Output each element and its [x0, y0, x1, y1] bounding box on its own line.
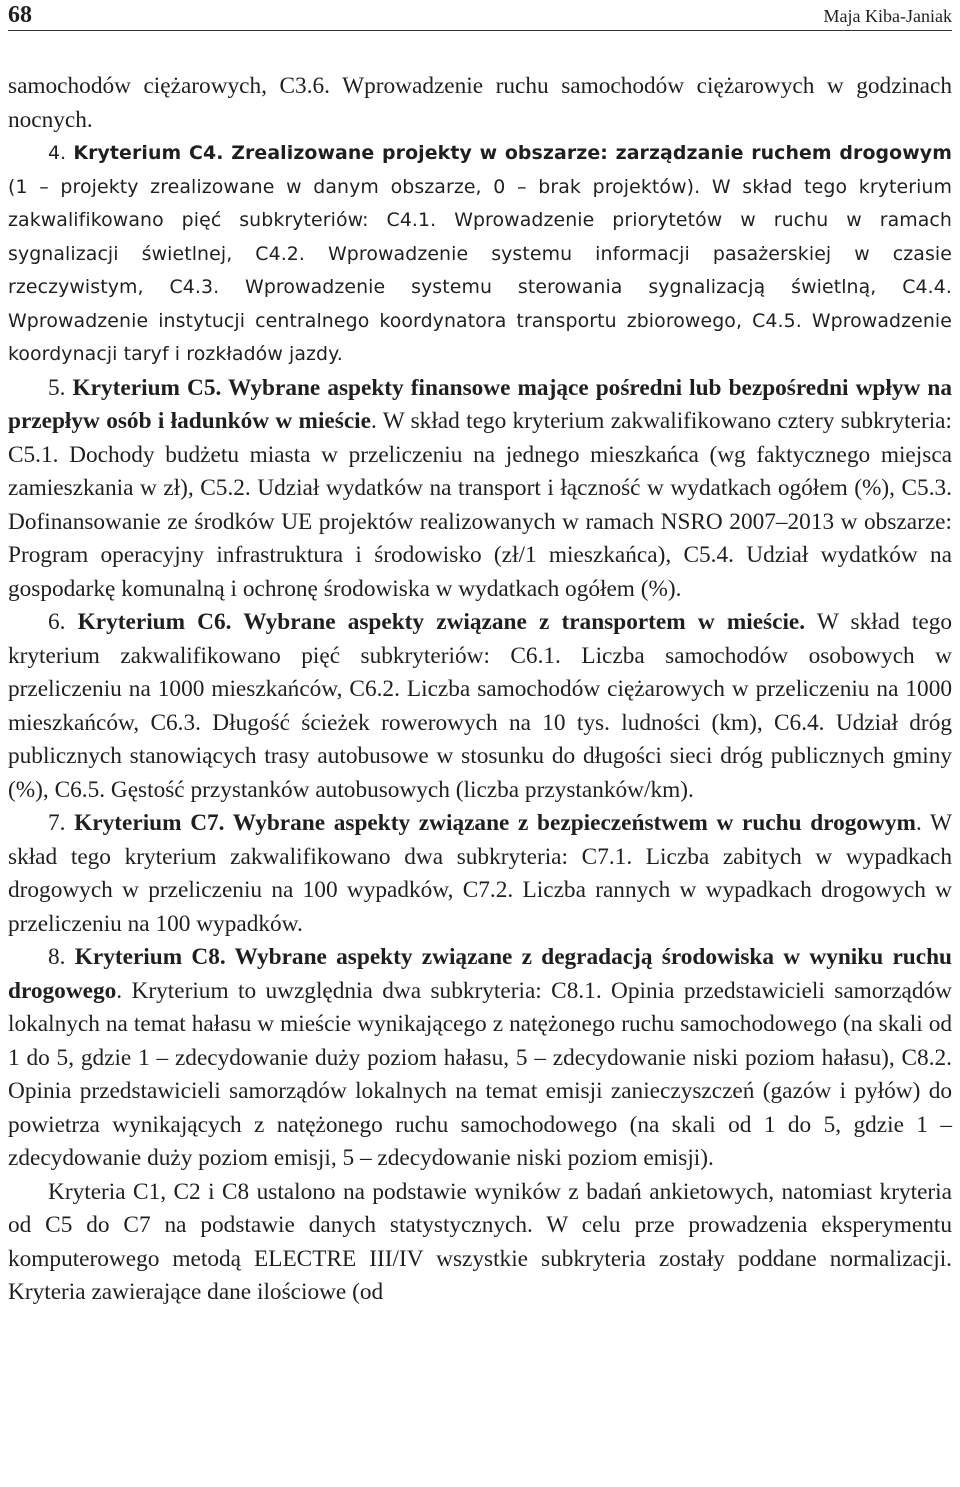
page-number: 68	[8, 2, 32, 28]
criterion-heading: Kryterium C5. Wybrane aspekty finansowe mające pośredni lub bezpośredni wpływ na przepływ osób i ładunków w mieście	[8, 374, 952, 434]
list-item-criterion-c5	[8, 372, 952, 607]
criterion-heading: Kryterium C8. Wybrane aspekty związane z degradacją środowiska w wyniku ruchu drogowego	[8, 944, 953, 1004]
page-header	[8, 2, 952, 31]
list-number: 7.	[48, 810, 75, 836]
criterion-description: . W skład tego kryterium zakwalifikowano cztery subkryteria: C5.1. Dochody budżetu miasta w przeliczeniu na jednego mieszkańca (wg faktycznego miejsca zamieszkania w zł), C5.2. Udział wydatków na transport i łączność w wydatkach ogółem (%), C5.3. Dofinansowanie ze środków UE projektów realizowanych w ramach NSRO 2007–2013 w obszarze: Program operacyjny infrastruktura i środowisko (zł/1 mieszkańca), C5.4. Udział wydatków na gospodarkę komunalną i ochronę środowiska w wydatkach ogółem (%).	[8, 408, 952, 602]
list-number: 8.	[48, 944, 75, 970]
criterion-heading: Kryterium C4. Zrealizowane projekty w obszarze: zarządzanie ruchem drogowym	[73, 142, 952, 164]
criterion-heading: Kryterium C6. Wybrane aspekty związane z transportem w mieście.	[77, 609, 806, 635]
list-number: 4.	[48, 142, 74, 164]
list-item-criterion-c6	[8, 606, 952, 807]
criterion-heading: Kryterium C7. Wybrane aspekty związane z bezpieczeństwem w ruchu drogowym	[74, 810, 916, 836]
paragraph-continuation	[8, 70, 952, 137]
criterion-description: (1 – projekty zrealizowane w danym obszarze, 0 – brak projektów). W skład tego kryterium zakwalifikowano pięć subkryteriów: C4.1. Wprowadzenie priorytetów w ruchu w ramach sygnalizacji świetlnej, C4.2. Wprowadzenie systemu informacji pasażerskiej w czasie rzeczywistym, C4.3. Wprowadzenie systemu sterowania sygnalizacją świetlną, C4.4. Wprowadzenie instytucji centralnego koordynatora transportu zbiorowego, C4.5. Wprowadzenie koordynacji taryf i rozkładów jazdy.	[8, 175, 952, 365]
paragraph-text: samochodów ciężarowych, C3.6. Wprowadzenie ruchu samochodów ciężarowych w godzinach nocnych.	[8, 73, 952, 133]
list-number: 5.	[48, 374, 73, 401]
criterion-description: . W skład tego kryterium zakwalifikowano dwa subkryteria: C7.1. Liczba zabitych w wypadkach drogowych w przeliczeniu na 100 wypadków, C7.2. Liczba rannych w wypadkach drogowych w przeliczeniu na 100 wypadków.	[8, 810, 953, 937]
running-head-author: Maja Kiba-Janiak	[823, 6, 952, 26]
list-item-criterion-c8	[8, 941, 952, 1176]
list-item-criterion-c7	[8, 807, 952, 941]
body-text	[8, 70, 952, 1310]
criterion-description: . Kryterium to uwzględnia dwa subkryteria: C8.1. Opinia przedstawicieli samorządów lokalnych na temat hałasu w mieście wynikającego z natężonego ruchu samochodowego (na skali od 1 do 5, gdzie 1 – zdecydowanie duży poziom hałasu, 5 – zdecydowanie niski poziom hałasu), C8.2. Opinia przedstawicieli samorządów lokalnych na temat emisji zanieczyszczeń (gazów i pyłów) do powietrza wynikających z natężonego ruchu samochodowego (na skali od 1 do 5, gdzie 1 – zdecydowanie duży poziom emisji, 5 – zdecydowanie niski poziom emisji).	[8, 977, 952, 1171]
paragraph-text: Kryteria C1, C2 i C8 ustalono na podstawie wyników z badań ankietowych, natomiast kryteria od C5 do C7 na podstawie danych statystycznych. W celu prze prowadzenia eksperymentu komputerowego metodą ELECTRE III/IV wszystkie subkryteria zostały poddane normalizacji. Kryteria zawierające dane ilościowe (od	[8, 1178, 952, 1305]
list-item-criterion-c4	[8, 137, 952, 372]
list-number: 6.	[48, 609, 78, 635]
paragraph-normalization	[8, 1176, 952, 1310]
criterion-description: W skład tego kryterium zakwalifikowano pięć subkryteriów: C6.1. Liczba samochodów osobowych w przeliczeniu na 1000 mieszkańców, C6.2. Liczba samochodów ciężarowych w przeliczeniu na 1000 mieszkańców, C6.3. Długość ścieżek rowerowych na 10 tys. ludności (km), C6.4. Udział dróg publicznych stanowiących trasy autobusowe w stosunku do długości sieci dróg publicznych gminy (%), C6.5. Gęstość przystanków autobusowych (liczba przystanków/km).	[8, 609, 953, 803]
